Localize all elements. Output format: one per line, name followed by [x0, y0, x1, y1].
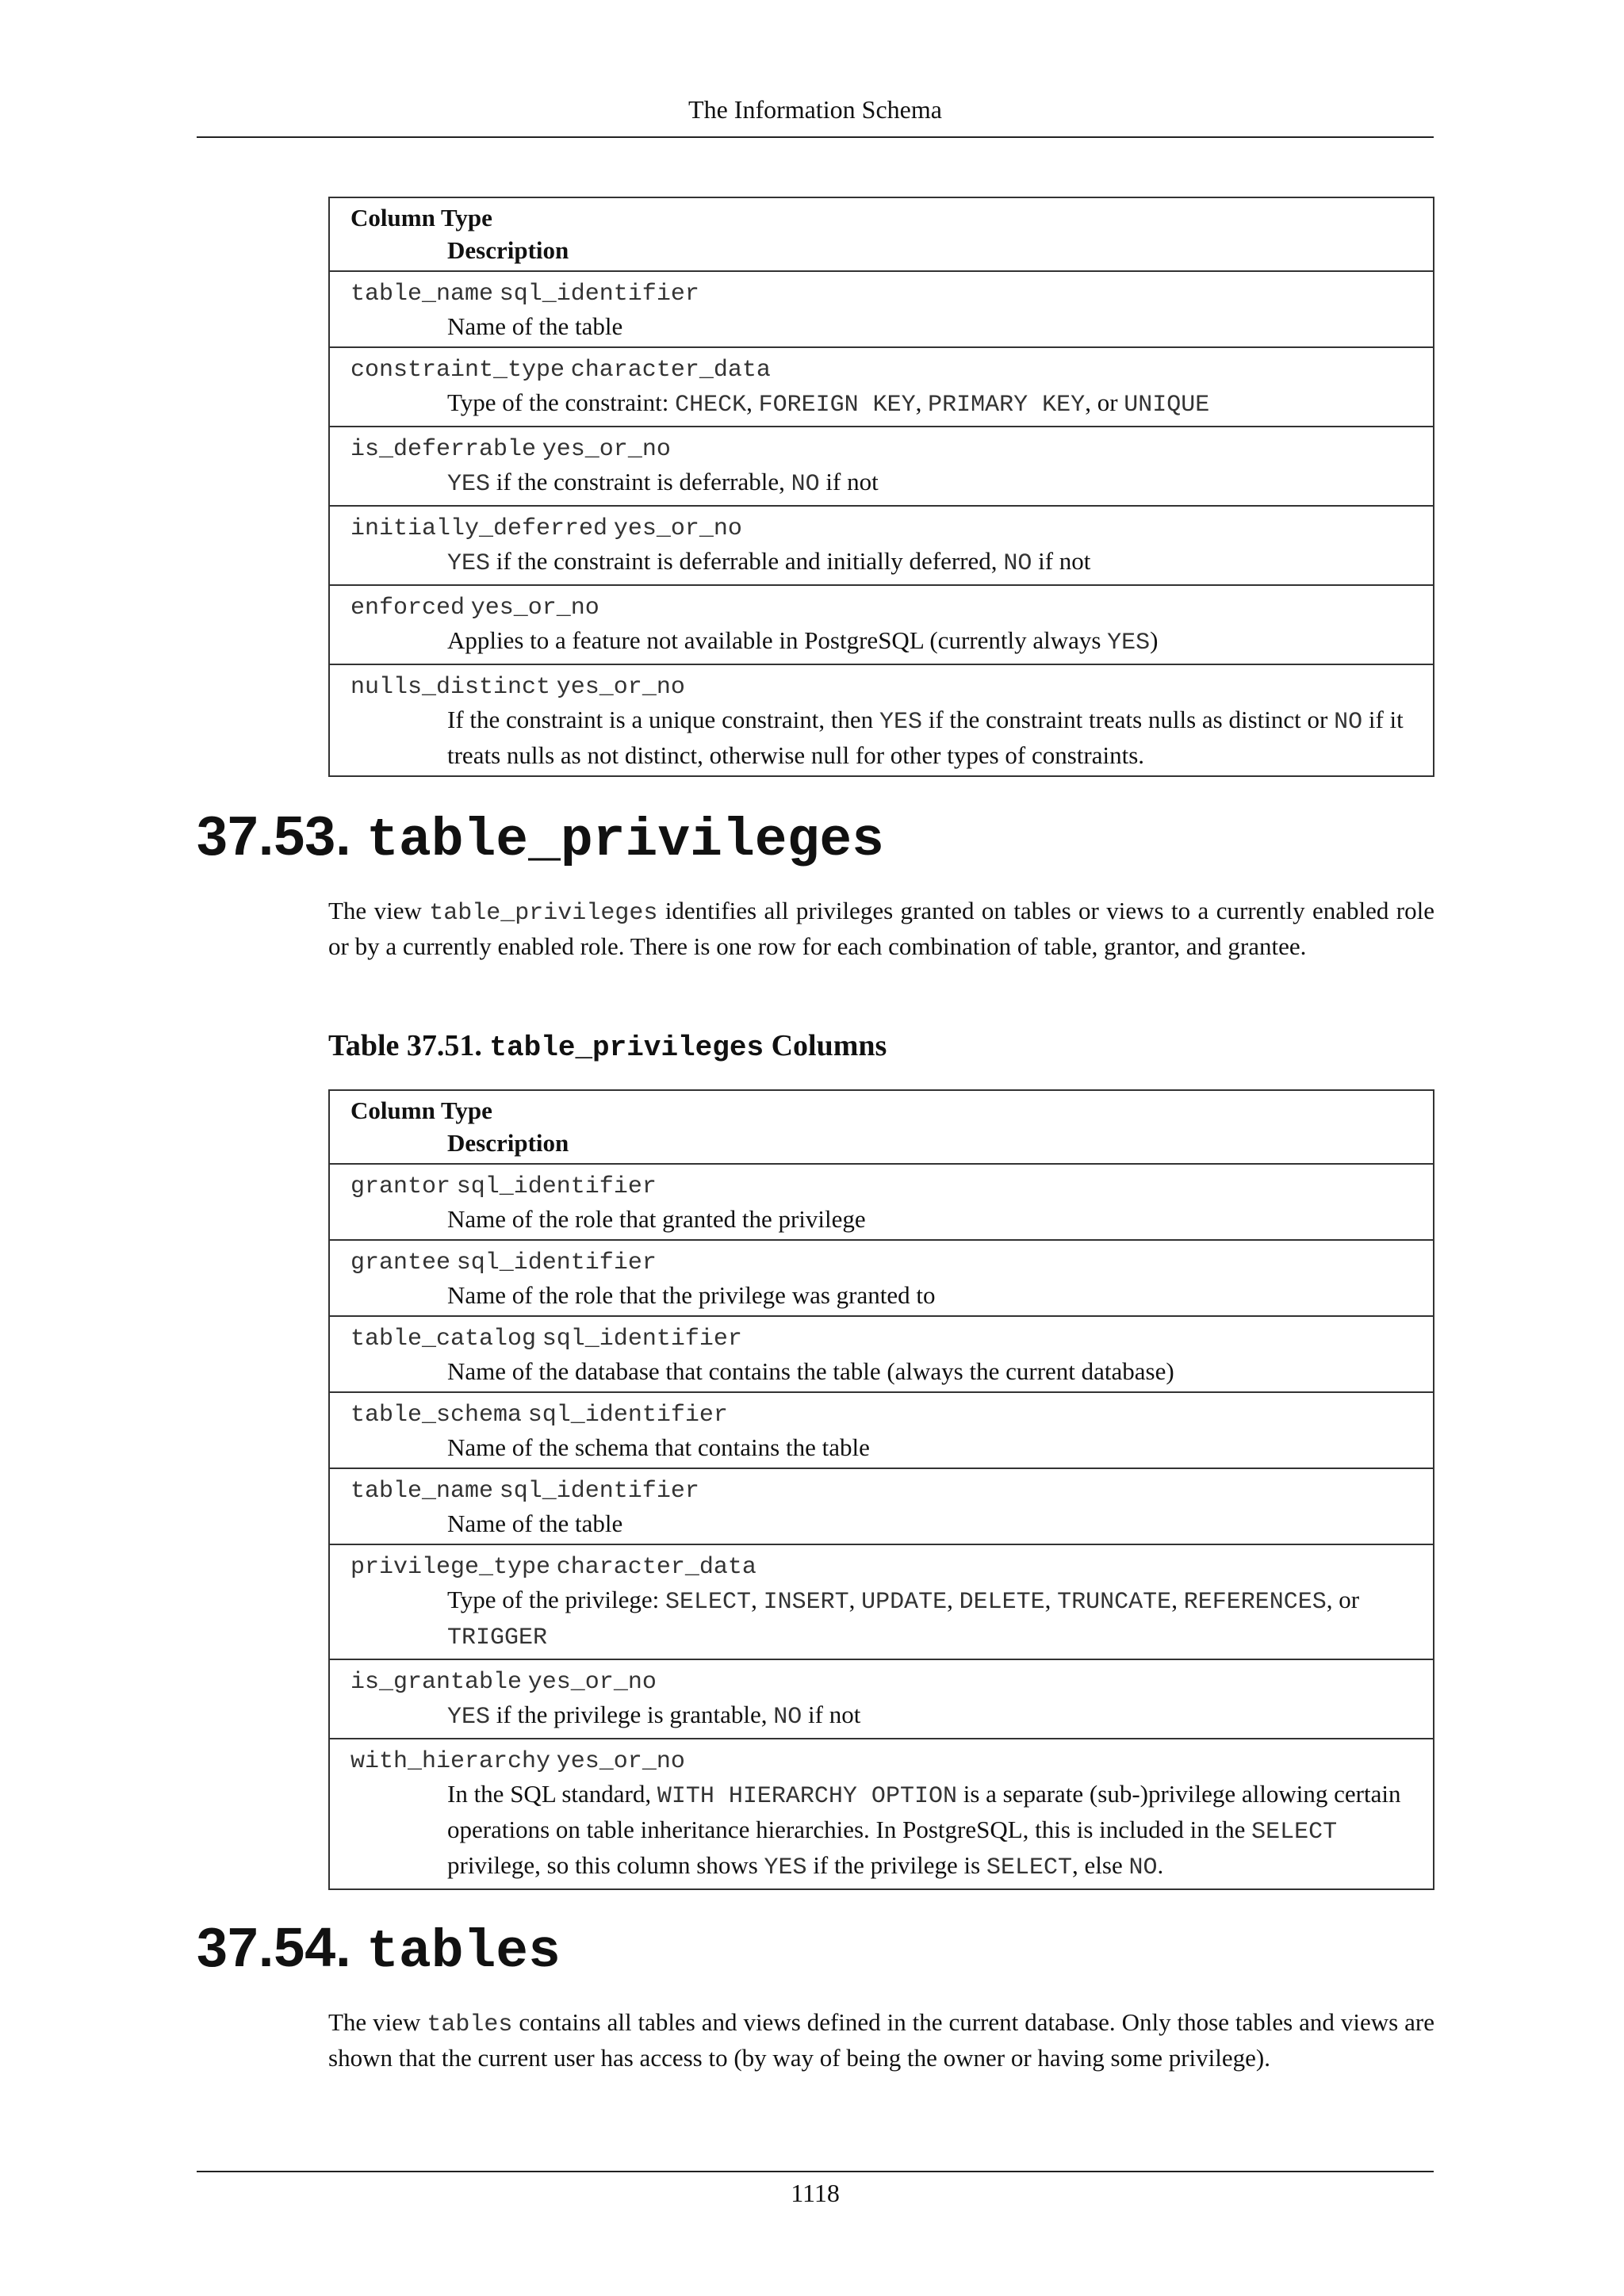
row-cell [329, 1659, 1434, 1739]
row-cell [329, 1316, 1434, 1392]
text-run: Name of the role that granted the privilege [447, 1205, 866, 1233]
text-run: if not [802, 1701, 861, 1728]
column-description [350, 703, 1414, 771]
row-cell [329, 1544, 1434, 1659]
text-run: if the privilege is [806, 1851, 986, 1879]
text-run: if the constraint treats nulls as distinct or [921, 706, 1335, 733]
column-description [350, 624, 1414, 660]
text-run: Name of the role that the privilege was granted to [447, 1281, 936, 1309]
header-rule [197, 136, 1434, 138]
page-number: 1118 [791, 2179, 840, 2207]
column-name: with_hierarchy [350, 1748, 551, 1775]
inline-code: PRIMARY KEY [928, 392, 1086, 419]
inline-code: WITH HIERARCHY OPTION [657, 1783, 957, 1810]
inline-code: table_privileges [429, 900, 658, 927]
column-name-line [350, 352, 1414, 386]
column-type: sql_identifier [499, 1478, 699, 1505]
column-name-line [350, 511, 1414, 545]
text-run: In the SQL standard, [447, 1780, 657, 1808]
column-description [350, 1698, 1414, 1734]
column-type: yes_or_no [613, 515, 742, 542]
table-header-row [329, 197, 1434, 271]
section-heading-tables [197, 1915, 561, 1984]
text-run: The view [328, 897, 430, 924]
header-cell [329, 197, 1434, 271]
table-privileges-intro [328, 894, 1434, 962]
inline-code: YES [1107, 629, 1151, 656]
column-description [350, 1507, 1414, 1540]
column-name: constraint_type [350, 357, 565, 384]
table-header-row [329, 1090, 1434, 1164]
text-run: if the constraint is deferrable and initially deferred, [490, 547, 1004, 575]
column-description [350, 310, 1414, 342]
text-run: if it treats nulls as not distinct, otherwise null for other types of constraints. [447, 706, 1404, 769]
section-number: 37.54. [197, 1916, 351, 1978]
text-run: Applies to a feature not available in PostgreSQL (currently always [447, 626, 1108, 654]
inline-code: TRIGGER [447, 1624, 548, 1651]
text-run: if the privilege is grantable, [490, 1701, 774, 1728]
column-description [350, 1583, 1414, 1655]
caption-prefix: Table 37.51. [328, 1029, 490, 1062]
column-type: yes_or_no [542, 436, 671, 463]
text-run: privilege, so this column shows [447, 1851, 764, 1879]
column-description [350, 386, 1414, 422]
inline-code: NO [1128, 1854, 1158, 1881]
table-row [329, 1240, 1434, 1316]
column-type: sql_identifier [456, 1173, 657, 1200]
column-name-line [350, 1664, 1414, 1698]
column-description [350, 1777, 1414, 1885]
column-description [350, 545, 1414, 580]
text-run: if not [1032, 547, 1091, 575]
row-cell [329, 347, 1434, 427]
text-run: Name of the schema that contains the table [447, 1433, 870, 1461]
caption-suffix: Columns [764, 1029, 887, 1062]
column-description [350, 1279, 1414, 1311]
section-name: table_privileges [366, 810, 884, 871]
inline-code: NO [1334, 709, 1363, 736]
header-cell [329, 1090, 1434, 1164]
text-run: , [947, 1586, 959, 1613]
table-row [329, 1392, 1434, 1468]
column-type: yes_or_no [556, 674, 685, 701]
inline-code: tables [427, 2011, 513, 2038]
column-type: yes_or_no [470, 595, 599, 622]
table-row [329, 1659, 1434, 1739]
table-row [329, 664, 1434, 776]
text-run: , [1171, 1586, 1184, 1613]
row-cell [329, 427, 1434, 506]
column-name: table_name [350, 281, 494, 308]
row-cell [329, 1468, 1434, 1544]
column-name: nulls_distinct [350, 674, 551, 701]
table-row [329, 1164, 1434, 1240]
column-description [350, 1203, 1414, 1235]
inline-code: SELECT [1251, 1819, 1338, 1846]
inline-code: REFERENCES [1183, 1589, 1327, 1616]
column-name: grantor [350, 1173, 451, 1200]
table-constraints-columns-table [328, 197, 1434, 777]
footer-rule [197, 2171, 1434, 2172]
column-name-line [350, 1549, 1414, 1583]
inline-code: YES [879, 709, 922, 736]
text-run: , or [1085, 388, 1124, 416]
inline-code: TRUNCATE [1057, 1589, 1172, 1616]
text-run: Name of the database that contains the table (always the current database) [447, 1357, 1174, 1385]
table-row [329, 427, 1434, 506]
column-name: enforced [350, 595, 465, 622]
column-type: sql_identifier [527, 1402, 728, 1429]
column-type: sql_identifier [542, 1326, 742, 1353]
column-name: table_name [350, 1478, 494, 1505]
text-run: If the constraint is a unique constraint, then [447, 706, 879, 733]
table-caption [328, 1027, 887, 1066]
inline-code: SELECT [986, 1854, 1073, 1881]
column-description [350, 1431, 1414, 1464]
text-run: is a separate (sub-)privilege allowing certain operations on table inheritance hierarchies. In PostgreSQL, this is included in the [447, 1780, 1401, 1843]
inline-code: UPDATE [861, 1589, 948, 1616]
section-heading-table-privileges [197, 804, 884, 873]
column-type: character_data [570, 357, 771, 384]
text-run: The view [328, 2008, 427, 2036]
header-column-type: Column Type [350, 204, 492, 232]
text-run: , [848, 1586, 862, 1613]
row-cell [329, 585, 1434, 664]
inline-code: YES [764, 1854, 807, 1881]
table-body [329, 1090, 1434, 1889]
inline-code: INSERT [763, 1589, 849, 1616]
inline-code: UNIQUE [1124, 392, 1210, 419]
header-description: Description [447, 236, 569, 264]
inline-code: YES [447, 1704, 491, 1731]
column-name: initially_deferred [350, 515, 608, 542]
text-run: . [1157, 1851, 1164, 1879]
text-run: Name of the table [447, 1510, 623, 1537]
inline-code: DELETE [959, 1589, 1045, 1616]
row-cell [329, 1240, 1434, 1316]
tables-intro [328, 2006, 1434, 2074]
text-run: , [751, 1586, 764, 1613]
column-description [350, 465, 1414, 501]
column-name: is_grantable [350, 1669, 523, 1696]
column-name-line [350, 276, 1414, 310]
column-name-line [350, 1397, 1414, 1431]
table-row [329, 1316, 1434, 1392]
text-run: Type of the privilege: [447, 1586, 666, 1613]
table-body [329, 197, 1434, 776]
text-run: if not [819, 468, 879, 496]
table-row [329, 506, 1434, 585]
column-name: table_schema [350, 1402, 523, 1429]
text-run: Name of the table [447, 312, 623, 340]
row-cell [329, 1739, 1434, 1889]
text-run: , [746, 388, 759, 416]
inline-code: CHECK [675, 392, 747, 419]
inline-code: YES [447, 550, 491, 577]
column-type: yes_or_no [527, 1669, 657, 1696]
column-name-line [350, 669, 1414, 703]
row-cell [329, 1392, 1434, 1468]
column-type: character_data [556, 1554, 756, 1581]
header-description: Description [447, 1129, 569, 1157]
header-column-type: Column Type [350, 1096, 492, 1124]
section-name: tables [366, 1922, 561, 1983]
column-description [350, 1355, 1414, 1387]
text-run: , else [1072, 1851, 1129, 1879]
section-number: 37.53. [197, 805, 351, 867]
column-name: privilege_type [350, 1554, 551, 1581]
text-run: if the constraint is deferrable, [490, 468, 791, 496]
column-name-line [350, 1169, 1414, 1203]
text-run: ) [1150, 626, 1159, 654]
table-row [329, 1468, 1434, 1544]
text-run: contains all tables and views defined in the current database. Only those tables and views are shown that the current user has access to (by way of being the owner or having some privilege). [328, 2008, 1434, 2072]
column-name-line [350, 1321, 1414, 1355]
inline-code: YES [447, 471, 491, 498]
table-row [329, 1544, 1434, 1659]
column-type: sql_identifier [499, 281, 699, 308]
text-run: , [915, 388, 929, 416]
table-row [329, 585, 1434, 664]
table-row [329, 347, 1434, 427]
inline-code: FOREIGN KEY [758, 392, 916, 419]
table-privileges-columns-table [328, 1089, 1434, 1890]
column-type: yes_or_no [556, 1748, 685, 1775]
column-name: table_catalog [350, 1326, 537, 1353]
column-name: is_deferrable [350, 436, 537, 463]
table-row [329, 271, 1434, 347]
running-header: The Information Schema [688, 95, 942, 124]
text-run: , or [1326, 1586, 1360, 1613]
column-name-line [350, 1743, 1414, 1777]
column-type: sql_identifier [456, 1249, 657, 1276]
row-cell [329, 506, 1434, 585]
inline-code: NO [1003, 550, 1032, 577]
caption-code: table_privileges [489, 1031, 764, 1064]
column-name-line [350, 590, 1414, 624]
row-cell [329, 1164, 1434, 1240]
column-name-line [350, 1245, 1414, 1279]
text-run: Type of the constraint: [447, 388, 676, 416]
text-run: , [1044, 1586, 1058, 1613]
column-name-line [350, 1473, 1414, 1507]
row-cell [329, 271, 1434, 347]
table-row [329, 1739, 1434, 1889]
text-run: identifies all privileges granted on tables or views to a currently enabled role or by a currently enabled role. There is one row for each combination of table, grantor, and grantee. [328, 897, 1434, 960]
column-name: grantee [350, 1249, 451, 1276]
row-cell [329, 664, 1434, 776]
inline-code: NO [773, 1704, 802, 1731]
inline-code: SELECT [665, 1589, 752, 1616]
column-name-line [350, 431, 1414, 465]
inline-code: NO [791, 471, 820, 498]
